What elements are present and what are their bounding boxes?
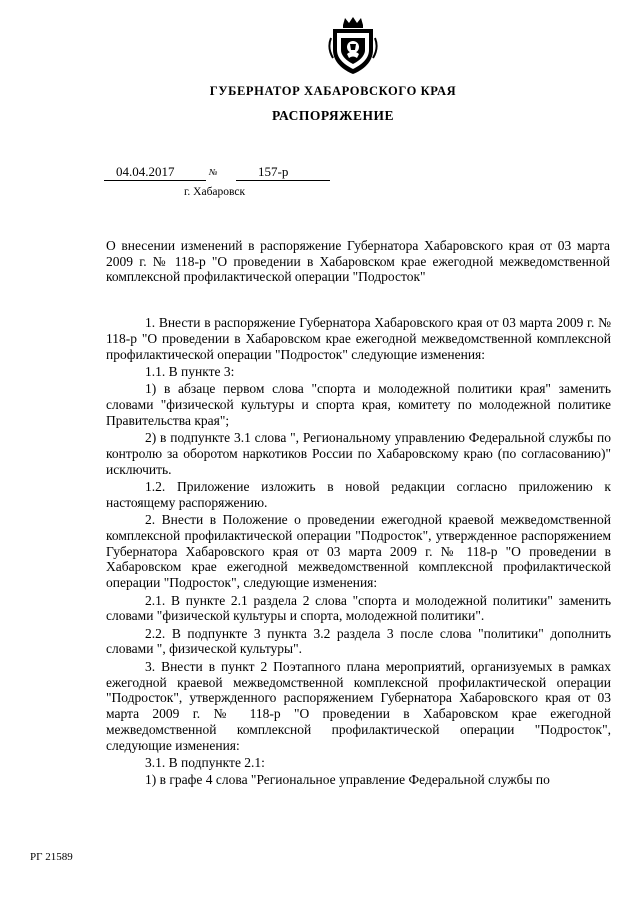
- issue-city: г. Хабаровск: [184, 186, 246, 198]
- number-sign: №: [209, 167, 218, 177]
- paragraph: 2.1. В пункте 2.1 раздела 2 слова "спорта и молодежной политики" заменить словами "физической культуры и спорта, молодежной политики".: [106, 592, 611, 624]
- paragraph: 3.1. В подпункте 2.1:: [145, 755, 265, 771]
- paragraph: 2.2. В подпункте 3 пункта 3.2 раздела 3 после слова "политики" дополнить словами ", физической культуры".: [106, 625, 611, 657]
- document-body: [106, 315, 611, 790]
- paragraph: 1) в абзаце первом слова "спорта и молодежной политики края" заменить словами "физической культуры и спорта края, комитету по молодежной политике Правительства края";: [106, 381, 611, 428]
- document-type: РАСПОРЯЖЕНИЕ: [271, 108, 395, 123]
- paragraph: 1) в графе 4 слова "Региональное управление Федеральной службы по: [145, 772, 550, 788]
- paragraph: 1.2. Приложение изложить в новой редакции согласно приложению к настоящему распоряжению.: [106, 478, 611, 510]
- issuing-authority: ГУБЕРНАТОР ХАБАРОВСКОГО КРАЯ: [209, 84, 457, 98]
- khabarovsk-coat-of-arms-icon: [327, 16, 379, 76]
- registration-date: 04.04.2017: [104, 163, 206, 181]
- registration-code: РГ 21589: [30, 851, 73, 863]
- paragraph: 1.1. В пункте 3:: [145, 363, 235, 379]
- paragraph: 2) в подпункте 3.1 слова ", Региональному управлению Федеральной службы по контролю за оборотом наркотиков России по Хабаровскому краю (по согласованию)" исключить.: [106, 430, 611, 477]
- registration-number: 157-р: [236, 163, 330, 181]
- document-title: О внесении изменений в распоряжение Губернатора Хабаровского края от 03 марта 2009 г. № 118-р "О проведении в Хабаровском крае ежегодной межведомственной комплексной профилактической операции "Подросток": [106, 238, 610, 284]
- paragraph: 2. Внести в Положение о проведении ежегодной краевой межведомственной комплексной профилактической операции "Подросток", утвержденное распоряжением Губернатора Хабаровского края от 03 марта 2009 г. № 118-р "О проведении в Хабаровском крае ежегодной межведомственной комплексной профилактической операции "Подросток", следующие изменения:: [106, 512, 611, 591]
- paragraph: 3. Внести в пункт 2 Поэтапного плана мероприятий, организуемых в рамках ежегодной краевой межведомственной комплексной профилактической операции "Подросток", утвержденного распоряжением Губернатора Хабаровского края от 03 марта 2009 г. № 118-р "О проведении в Хабаровском крае ежегодной межведомственной комплексной профилактической операции "Подросток", следующие изменения:: [106, 658, 611, 753]
- paragraph: 1. Внести в распоряжение Губернатора Хабаровского края от 03 марта 2009 г. № 118-р "О проведении в Хабаровском крае ежегодной межведомственной комплексной профилактической операции "Подросток" следующие изменения:: [106, 315, 611, 362]
